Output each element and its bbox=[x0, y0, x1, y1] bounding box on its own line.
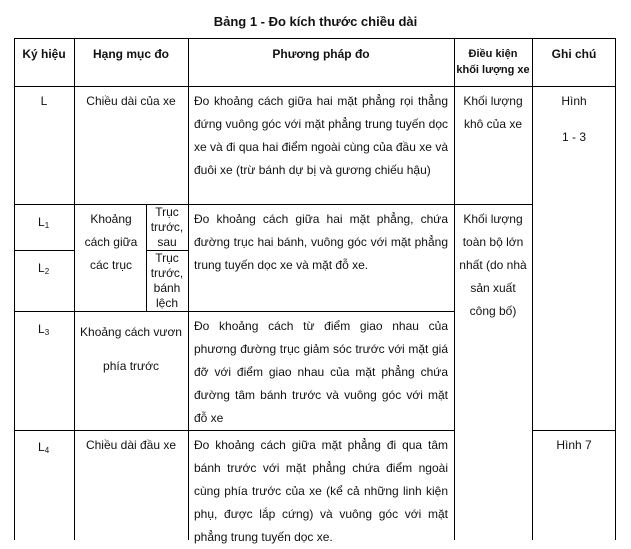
table-title: Bảng 1 - Đo kích thước chiều dài bbox=[213, 14, 418, 29]
row-l1-item-main: Khoảng cách giữa các trục bbox=[84, 212, 138, 272]
row-l1-condition: Khối lượng toàn bộ lớn nhất (do nhà sản xuất công bố) bbox=[459, 212, 527, 318]
row-divider-l3-l4 bbox=[14, 430, 454, 431]
table-border-top bbox=[14, 38, 616, 39]
row-l1-item-sub: Trục trước, sau bbox=[150, 205, 184, 249]
row-l2-symbol bbox=[38, 257, 49, 283]
header-symbol: Ký hiệu bbox=[22, 47, 66, 61]
col-divider-condition bbox=[532, 38, 533, 540]
row-l2-symbol-main: L bbox=[38, 261, 45, 275]
row-l3-item: Khoảng cách vươn phía trước bbox=[80, 325, 182, 373]
row-l1-symbol-sub: 1 bbox=[44, 221, 50, 230]
note-divider bbox=[532, 430, 616, 431]
row-l-note-line2: 1 - 3 bbox=[561, 130, 586, 144]
row-l-symbol: L bbox=[40, 94, 48, 108]
header-method: Phương pháp đo bbox=[272, 47, 370, 61]
row-l-item: Chiều dài của xe bbox=[86, 94, 176, 108]
row-l4-symbol-sub: 4 bbox=[44, 446, 50, 455]
row-l4-note: Hình 7 bbox=[556, 438, 592, 452]
col-divider-sub-item bbox=[146, 204, 147, 311]
row-l1-symbol bbox=[38, 211, 49, 237]
row-l4-method: Đo khoảng cách giữa mặt phẳng đi qua tâm bánh trước với mặt phẳng chứa điểm ngoài cùng phía trước của xe (kể cả những linh kiện phụ, được lắp cứng) và vuông góc với mặt phẳng trung tuyến dọc xe. bbox=[194, 438, 448, 544]
table-border-left bbox=[14, 38, 15, 540]
row-l3-method: Đo khoảng cách từ điểm giao nhau của phương đường trục giảm sóc trước với mặt giá đỡ với điểm giao nhau của mặt phẳng chứa đường tâm bánh trước và vuông góc với mặt đỗ xe bbox=[194, 319, 448, 425]
row-divider-l2-l3 bbox=[14, 311, 454, 312]
row-divider-l1-l2-symbol bbox=[14, 250, 74, 251]
row-l4-symbol bbox=[38, 436, 49, 462]
row-divider-l-l1-cond bbox=[454, 204, 532, 205]
header-item: Hạng mục đo bbox=[92, 47, 169, 61]
row-l-condition: Khối lượng khô của xe bbox=[463, 94, 523, 131]
row-l2-item-sub: Trục trước, bánh lệch bbox=[150, 251, 184, 310]
row-divider-l-l1 bbox=[14, 204, 454, 205]
row-l1-symbol-main: L bbox=[38, 215, 45, 229]
table-border-right bbox=[615, 38, 616, 540]
row-l3-symbol-sub: 3 bbox=[44, 328, 50, 337]
header-note: Ghi chú bbox=[551, 47, 597, 61]
header-condition: Điều kiện khối lượng xe bbox=[456, 48, 530, 76]
row-l3-symbol bbox=[38, 318, 49, 344]
row-l-method: Đo khoảng cách giữa hai mặt phẳng rọi thẳng đứng vuông góc với mặt phẳng trung tuyến dọc xe và đi qua hai điểm ngoài cùng của đầu xe và đuôi xe (trừ bánh dự bị và gương chiếu hậu) bbox=[194, 94, 448, 177]
row-l4-symbol-main: L bbox=[38, 440, 45, 454]
row-l1-method: Đo khoảng cách giữa hai mặt phẳng, chứa đường trục hai bánh, vuông góc với mặt phẳng trung tuyến dọc xe và mặt đỗ xe. bbox=[194, 212, 448, 272]
col-divider-method bbox=[454, 38, 455, 540]
header-divider bbox=[14, 86, 616, 87]
row-l2-symbol-sub: 2 bbox=[44, 267, 50, 276]
col-divider-item bbox=[188, 38, 189, 540]
row-l4-item: Chiều dài đầu xe bbox=[85, 438, 177, 452]
col-divider-symbol bbox=[74, 38, 75, 540]
row-l3-symbol-main: L bbox=[38, 322, 45, 336]
row-l-note-line1: Hình bbox=[561, 94, 587, 108]
